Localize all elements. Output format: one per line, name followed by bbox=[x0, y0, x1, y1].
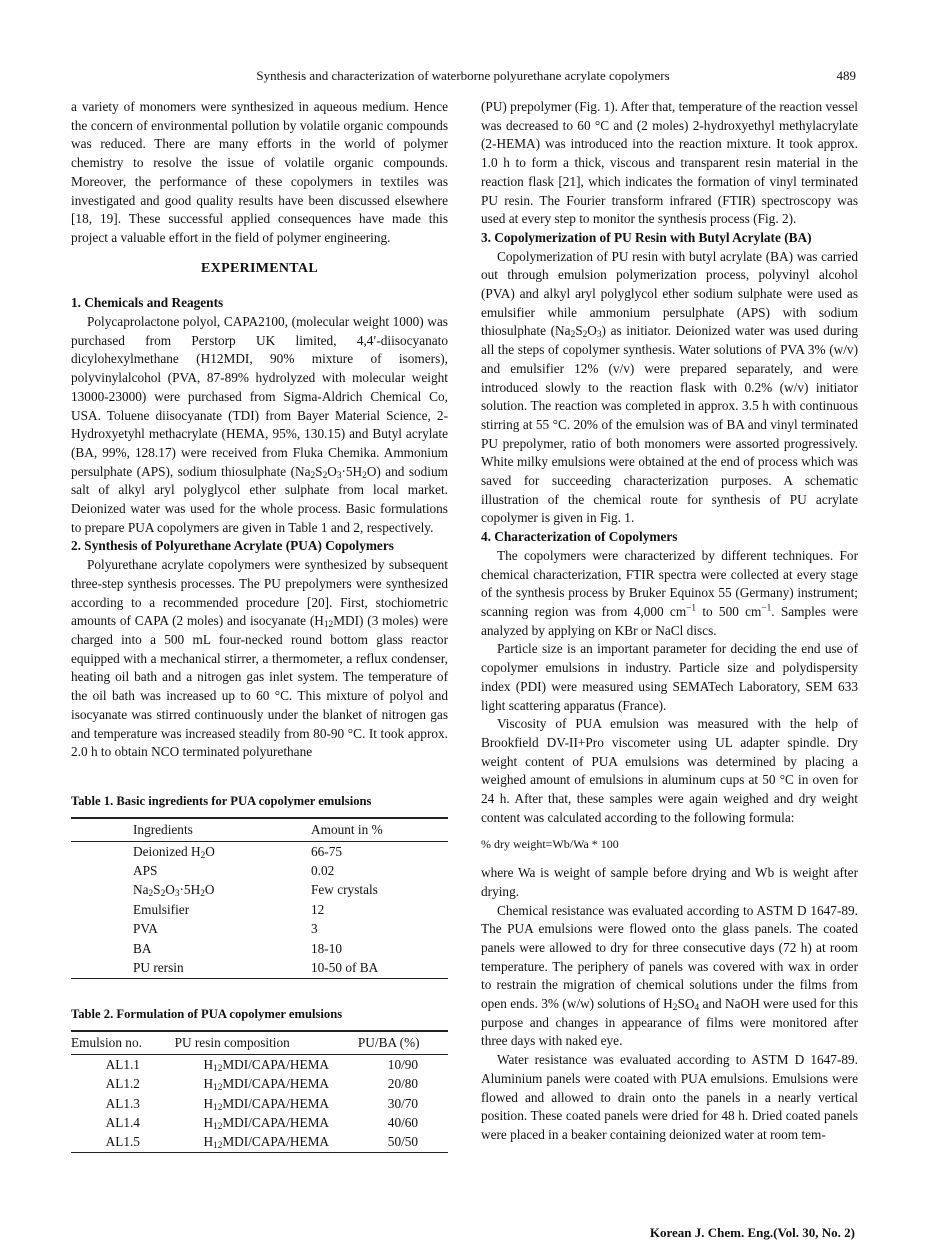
dry-weight-formula: % dry weight=Wb/Wa * 100 bbox=[481, 837, 619, 852]
paragraph-continued: (PU) prepolymer (Fig. 1). After that, temperature of the reaction vessel was decreased to 60 °C and (2 moles) 2-hydroxyethyl methylacrylate (2-HEMA) was introduced into the reaction mixture. It took approx. 1.0 h to form a thick, viscous and transparent resin material in the reaction flask [21], which indicates the formation of vinyl terminated PU resin. The Fourier transform infrared (FTIR) spectroscopy was used at every step to monitor the synthesis process (Fig. 2). bbox=[481, 99, 858, 227]
table2-cell-ratio: 50/50 bbox=[387, 1134, 419, 1150]
table1-cell-ingredient: Deionized $H_2O$ bbox=[133, 843, 215, 861]
subsection-characterization: 4. Characterization of Copolymers bbox=[481, 529, 678, 545]
table1-row bbox=[71, 881, 448, 900]
paragraph-viscosity: Viscosity of PUA emulsion was measured with the help of Brookfield DV-II+Pro viscometer using UL adapter spindle. Dry weight content of PUA emulsions was determined by placing a weighed amount of emulsions in aluminum cups at 50 °C in oven for 24 h. After that, these samples were again weighed and dry weight content was calculated according to the following formula: bbox=[481, 716, 858, 825]
paragraph-synthesis: Polyurethane acrylate copolymers were synthesized by subsequent three-step synthesis processes. The PU prepolymers were synthesized according to a recommended procedure [20]. First, stochiometric amounts of CAPA (2 moles) and isocyanate $(H_{12}MDI)$ (3 moles) were charged into a 500 mL four-necked round bottom glass reactor equipped with a mechanical stirrer, a thermometer, a reflux condenser, heating oil bath and a nitrogen gas inlet system. The temperature of the oil bath was increased up to 60 °C. This mixture of polyol and isocyanate was stirred continuously under the blanket of nitrogen gas and temperature was increased steadily from 80-90 °C. It took approx. 2.0 h to obtain NCO terminated polyurethane bbox=[71, 557, 449, 760]
table2-row bbox=[71, 1055, 448, 1075]
intro-paragraph: a variety of monomers were synthesized in aqueous medium. Hence the concern of environmental pollution by volatile organic compounds was reduced. There are many efforts in the world of polymer chemistry to resolve the issue of volatile organic compounds. Moreover, the performance of these copolymers in textiles was investigated and good quality results have been discussed elsewhere [18, 19]. These successful applied consequences have made this project a valuable effort in the field of polymer engineering. bbox=[71, 99, 448, 245]
table2 bbox=[71, 1030, 448, 1154]
table2-cell-ratio: 10/90 bbox=[387, 1056, 419, 1072]
left-column bbox=[71, 98, 448, 1153]
table1-cell-amount: Few crystals bbox=[311, 882, 378, 898]
table1-row bbox=[71, 900, 448, 919]
paragraph-formula-explanation: where Wa is weight of sample before drying and Wb is weight after drying. bbox=[481, 865, 858, 899]
section-title-experimental: EXPERIMENTAL bbox=[201, 260, 318, 276]
subsection-chemicals: 1. Chemicals and Reagents bbox=[71, 295, 224, 311]
table1-row bbox=[71, 939, 448, 958]
table1-header-amount: Amount in % bbox=[311, 818, 448, 842]
table2-header-composition: PU resin composition bbox=[175, 1031, 358, 1055]
table1-cell-ingredient: Emulsifier bbox=[133, 901, 190, 917]
table1-cell-amount: 3 bbox=[311, 921, 318, 937]
paragraph-ftir: The copolymers were characterized by different techniques. For chemical characterization, FTIR spectra were collected at every stage of the synthesis process by Bruker Equinox 55 (Germany) instrument; scanning region was from 4,000 $cm^{-1}$ to 500 $cm^{-1}$. Samples were analyzed by applying on KBr or NaCl discs. bbox=[481, 547, 858, 638]
paragraph-water-resistance: Water resistance was evaluated according to ASTM D 1647-89. Aluminium panels were coated with PUA emulsions. Emulsions were flowed and allowed to drain onto the panels in a nearly vertical position. These coated panels were dried for 48 h. Dried coated panels were placed in a beaker containing deionized water at room tem- bbox=[481, 1052, 858, 1142]
right-column bbox=[481, 98, 858, 1145]
table2-cell-composition: $H_{12}MDI/CAPA$/HEMA bbox=[203, 1134, 330, 1152]
table1-row bbox=[71, 920, 448, 939]
table1-cell-amount: 12 bbox=[311, 901, 325, 917]
table2-header-emulsion: Emulsion no. bbox=[71, 1031, 175, 1055]
table2-cell-composition: $H_{12}MDI/CAPA$/HEMA bbox=[203, 1056, 330, 1074]
paragraph-particle-size: Particle size is an important parameter for deciding the end use of copolymer emulsions in industry. Particle size and polydispersity index (PDI) were measured using SEMATech Laboratory, SEM 633 light scattering apparatus (France). bbox=[481, 641, 858, 713]
table2-cell-ratio: 30/70 bbox=[387, 1095, 419, 1111]
table1-cell-amount: 10-50 of BA bbox=[311, 960, 379, 975]
table2-row bbox=[71, 1094, 448, 1113]
table2-title: Table 2. Formulation of PUA copolymer emulsions bbox=[71, 1007, 343, 1022]
table1-cell-amount: 18-10 bbox=[311, 940, 343, 956]
table1-cell-ingredient: PVA bbox=[133, 921, 158, 937]
table1-cell-ingredient: APS bbox=[133, 863, 158, 879]
table1-cell-ingredient: BA bbox=[133, 940, 152, 956]
table2-cell-emulsion: AL1.3 bbox=[105, 1095, 140, 1111]
table2-cell-emulsion: AL1.1 bbox=[105, 1056, 140, 1072]
running-header bbox=[70, 68, 856, 88]
table1-row bbox=[71, 842, 448, 862]
paragraph-chemical-resistance: Chemical resistance was evaluated according to ASTM D 1647-89. The PUA emulsions were flowed onto the glass panels. The coated panels were allowed to dry for three consecutive days (72 h) at room temperature. The periphery of panels was covered with wax in order to restrain the migration of chemical solutions under the films from open ends. 3% (w/w) solutions of $H_2SO_4$ and NaOH were used for this purpose and changes in appearance of films were monitored after three days with naked eye. bbox=[481, 902, 858, 1049]
table1 bbox=[71, 817, 448, 979]
table2-cell-emulsion: AL1.4 bbox=[105, 1114, 140, 1130]
table2-row bbox=[71, 1075, 448, 1094]
table2-header-ratio: PU/BA (%) bbox=[358, 1031, 448, 1055]
table2-cell-composition: $H_{12}MDI/CAPA$/HEMA bbox=[203, 1114, 330, 1132]
running-title: Synthesis and characterization of waterborne polyurethane acrylate copolymers bbox=[256, 68, 670, 83]
journal-footer: Korean J. Chem. Eng.(Vol. 30, No. 2) bbox=[649, 1225, 855, 1240]
paragraph-chemicals: Polycaprolactone polyol, CAPA2100, (molecular weight 1000) was purchased from Perstorp UK limited, 4,4′-diisocyanato dicylohexylmethane (H12MDI, 90% mixture of isomers), polyvinylalcohol (PVA, 87-89% hydrolyzed with molecular weight 13000-23000) were purchased from Sigma-Aldrich Chemical Co, USA. Toluene diisocyanate (TDI) from Bayer Material Science, 2-Hydroxyetyhl methacrylate (HEMA, 95%, 130.15) and Butyl acrylate (BA, 99%, 128.17) were received from Fluka Chemika. Ammonium persulphate (APS), sodium thiosulphate $(Na_2S_2O_3\cdot 5H_2O)$ and sodium salt of alkyl aryl polyglycol ether sulphate from local market. Deionized water was used for the whole process. Basic formulations to prepare PUA copolymers are given in Table 1 and 2, respectively. bbox=[71, 314, 448, 535]
table1-row bbox=[71, 862, 448, 881]
page-number: 489 bbox=[836, 68, 856, 83]
table1-cell-ingredient: PU rersin bbox=[133, 960, 184, 975]
paragraph-copolymerization: Copolymerization of PU resin with butyl acrylate (BA) was carried out through emulsion polymerization process, polyvinyl alcohol (PVA) and alkyl aryl polyglycol ether sodium sulphate were used as emulsifier while ammonium persulphate (APS) with sodium thiosulphate $(Na_2S_2O_3)$ as initiator. Deionized water was used during all the steps of copolymer synthesis. Water solutions of PVA 3% (w/v) and emulsifier 12% (v/v) were prepared separately, and were introduced slowly to the reaction flask with 0.2% (w/v) initiator solution. The reaction was completed in approx. 3.5 h with continuous stirring at 55 °C. 20% of the emulsion was of BA and vinyl terminated PU prepolymer, ratio of both monomers were assorted progressively. White milky emulsions were obtained at the end of process which was saved for succeeding characterization purposes. A schematic illustration of the chemical route for synthesis of PU acrylate copolymer is given in Fig. 1. bbox=[481, 248, 858, 526]
table2-cell-ratio: 40/60 bbox=[387, 1114, 419, 1130]
table1-header-ingredients: Ingredients bbox=[71, 818, 311, 842]
table1-cell-ingredient: $Na_2S_2O_3\cdot 5H_2O$ bbox=[133, 882, 215, 900]
table1-cell-amount: 66-75 bbox=[311, 843, 343, 859]
table2-cell-composition: $H_{12}MDI/CAPA$/HEMA bbox=[203, 1076, 330, 1094]
table2-cell-emulsion: AL1.2 bbox=[105, 1076, 140, 1092]
table2-cell-emulsion: AL1.5 bbox=[105, 1134, 140, 1150]
table1-row bbox=[71, 959, 448, 979]
subsection-synthesis: 2. Synthesis of Polyurethane Acrylate (PUA) Copolymers bbox=[71, 538, 394, 554]
table2-cell-composition: $H_{12}MDI/CAPA$/HEMA bbox=[203, 1095, 330, 1113]
table2-row bbox=[71, 1114, 448, 1133]
table2-cell-ratio: 20/80 bbox=[387, 1076, 419, 1092]
table1-title: Table 1. Basic ingredients for PUA copolymer emulsions bbox=[71, 793, 372, 808]
table1-cell-amount: 0.02 bbox=[311, 863, 335, 879]
table2-row bbox=[71, 1133, 448, 1153]
subsection-copolymerization: 3. Copolymerization of PU Resin with Butyl Acrylate (BA) bbox=[481, 229, 812, 245]
